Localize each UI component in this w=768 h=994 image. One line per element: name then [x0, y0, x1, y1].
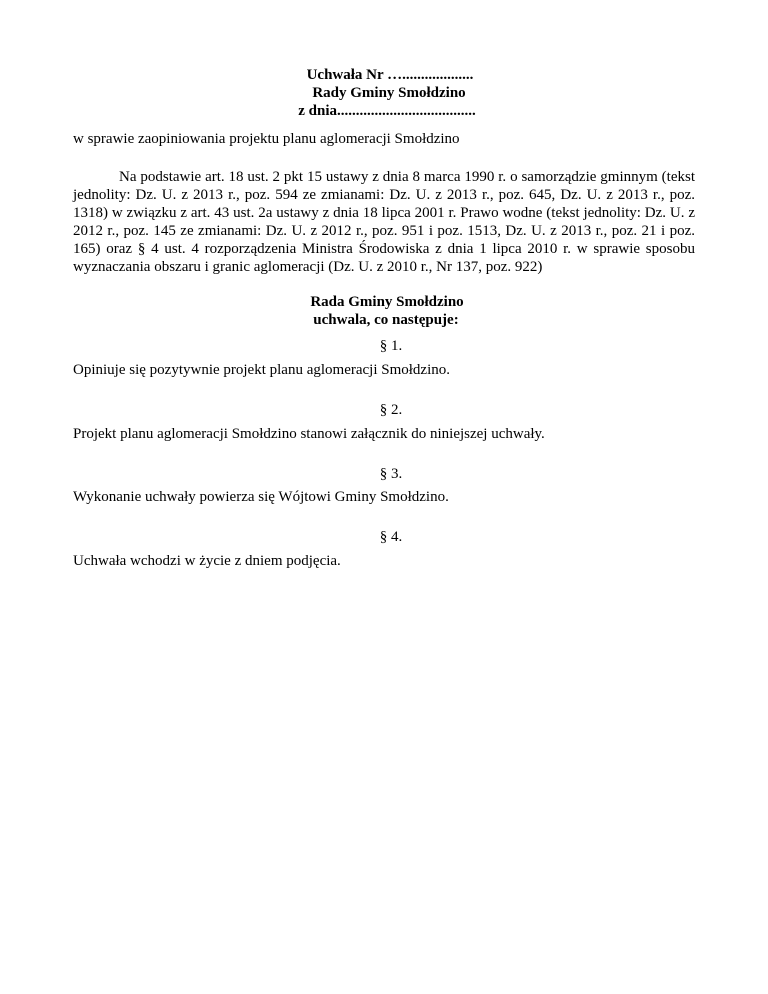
paragraph-1-text: Opiniuje się pozytywnie projekt planu aglomeracji Smołdzino. — [73, 362, 450, 378]
council-title: Rada Gminy Smołdzino — [310, 294, 464, 310]
resolution-subject: w sprawie zaopiniowania projektu planu aglomeracji Smołdzino — [73, 131, 460, 147]
paragraph-2-mark: § 2. — [379, 402, 403, 418]
resolution-date: z dnia..................................... — [298, 103, 476, 119]
paragraph-3-mark: § 3. — [379, 466, 403, 482]
paragraph-2-text: Projekt planu aglomeracji Smołdzino stanowi załącznik do niniejszej uchwały. — [73, 426, 545, 442]
council-name: Rady Gminy Smołdzino — [312, 85, 466, 101]
decides-phrase: uchwala, co następuje: — [313, 312, 459, 328]
legal-basis: Na podstawie art. 18 ust. 2 pkt 15 ustawy z dnia 8 marca 1990 r. o samorządzie gminnym (tekst jednolity: Dz. U. z 2013 r., poz. 594 ze zmianami: Dz. U. z 2013 r., poz. 645, Dz. U. z 2013 r., poz. 1318) w związku z art. 43 ust. 2a ustawy z dnia 18 lipca 2001 r. Prawo wodne (tekst jednolity: Dz. U. z 2012 r., poz. 145 ze zmianami: Dz. U. z 2012 r., poz. 951 i poz. 1513, Dz. U. z 2013 r., poz. 21 i poz. 165) oraz § 4 ust. 4 rozporządzenia Ministra Środowiska z dnia 1 lipca 2010 r. w sprawie sposobu wyznaczania obszaru i granic aglomeracji (Dz. U. z 2010 r., Nr 137, poz. 922) — [73, 169, 695, 275]
resolution-header — [0, 66, 768, 120]
paragraph-4-text: Uchwała wchodzi w życie z dniem podjęcia. — [73, 553, 341, 569]
resolution-number: Uchwała Nr …................... — [306, 67, 474, 83]
paragraph-4-mark: § 4. — [379, 529, 403, 545]
decision-header — [0, 293, 768, 329]
paragraph-1-mark: § 1. — [379, 338, 403, 354]
paragraph-3-text: Wykonanie uchwały powierza się Wójtowi Gminy Smołdzino. — [73, 489, 449, 505]
